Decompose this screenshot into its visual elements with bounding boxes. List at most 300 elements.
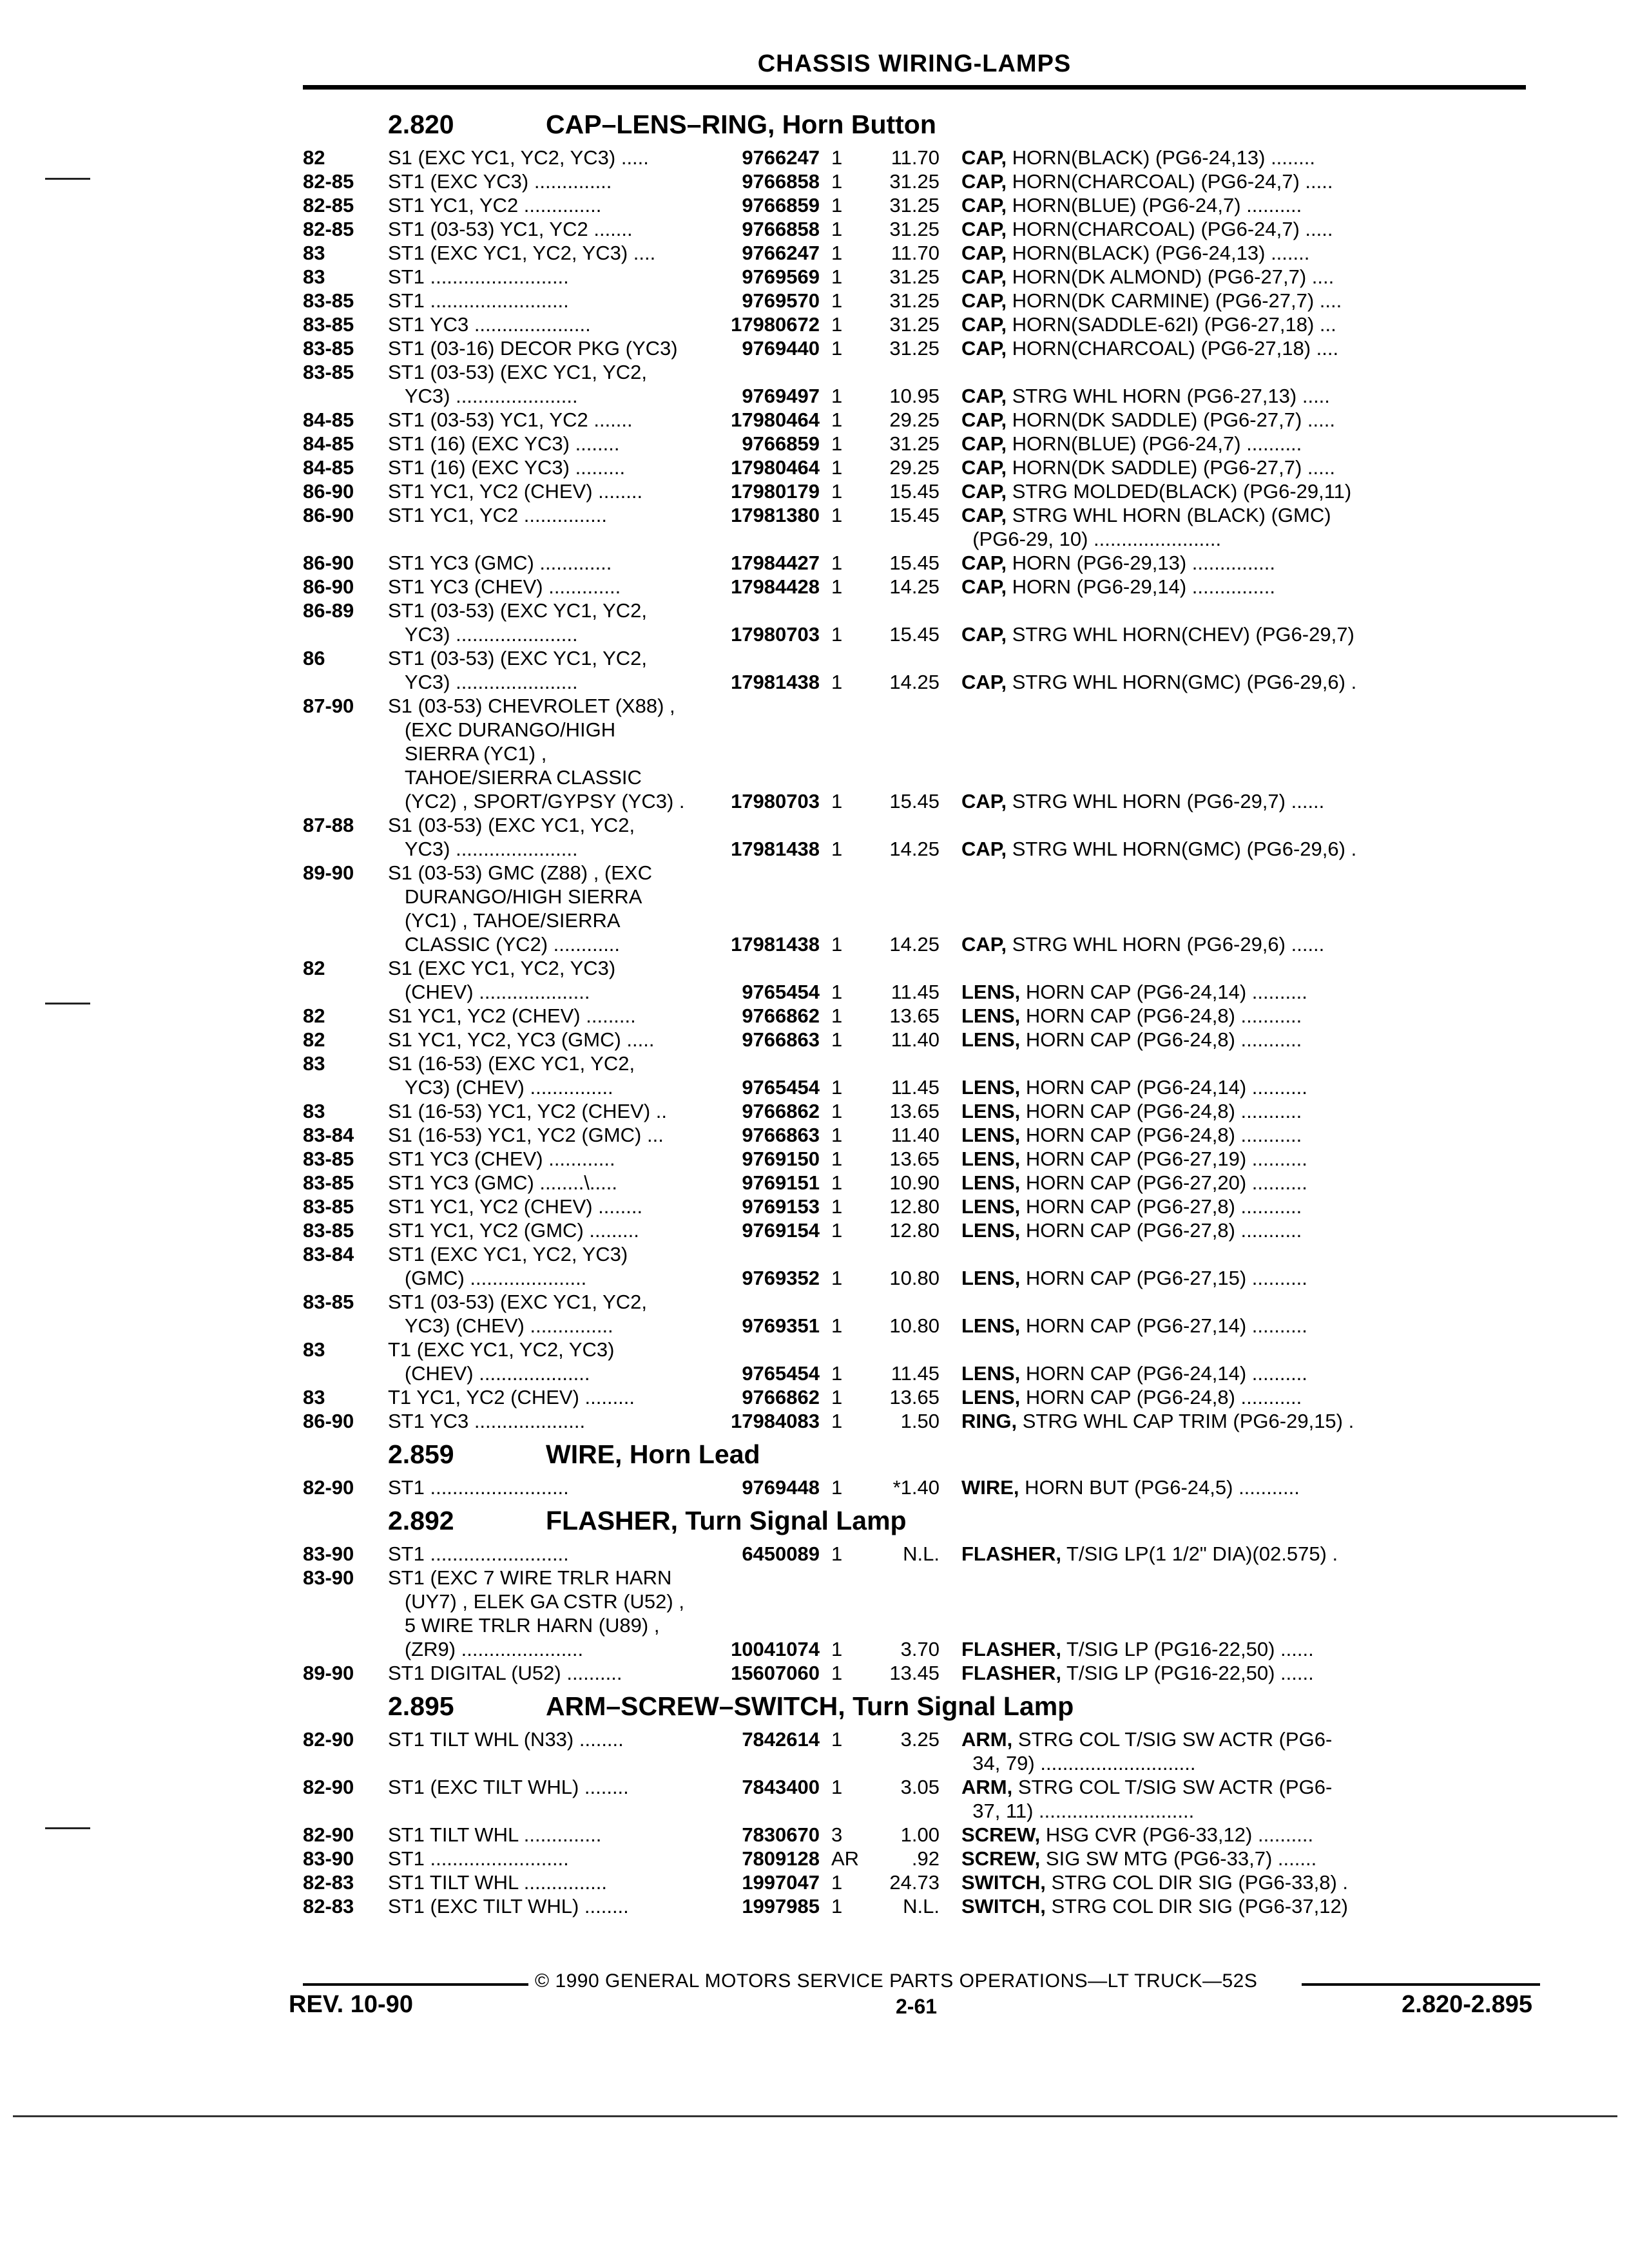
part-row: [303, 1361, 1540, 1385]
usage-description: (YC2) , SPORT/GYPSY (YC3) .: [388, 790, 685, 812]
part-name-noun: CAP,: [961, 838, 1007, 860]
model-years: [303, 1361, 388, 1385]
part-name: [940, 718, 1410, 742]
usage-description: ST1 YC1, YC2 (CHEV) ........: [388, 480, 643, 503]
quantity: 1: [831, 623, 843, 646]
part-number: [710, 1338, 820, 1361]
price: 15.45: [889, 552, 940, 574]
part-name: [940, 1637, 1410, 1661]
part-name-detail: HORN CAP (PG6-27,15) ..........: [1020, 1267, 1307, 1289]
part-name-noun: CAP,: [961, 933, 1007, 956]
part-row: [303, 908, 1540, 932]
quantity: 1: [831, 933, 843, 956]
usage-description: 5 WIRE TRLR HARN (U89) ,: [388, 1614, 660, 1637]
usage-description: ST1 YC1, YC2 ...............: [388, 504, 607, 526]
part-row: [303, 1590, 1540, 1613]
part-row: [303, 456, 1540, 479]
usage-description: ST1 TILT WHL (N33) ........: [388, 1728, 624, 1751]
part-row: [303, 1823, 1540, 1847]
part-name: [940, 1613, 1410, 1637]
parts-catalog: [303, 103, 1540, 1918]
usage-description: ST1 (EXC TILT WHL) ........: [388, 1895, 629, 1917]
part-number: 9769150: [742, 1148, 820, 1170]
part-row: [303, 1218, 1540, 1242]
part-name-noun: CAP,: [961, 432, 1007, 455]
quantity: [820, 1566, 870, 1590]
section-number: 2.820: [388, 110, 454, 139]
usage-description: [388, 527, 710, 551]
part-name-detail: HORN(DK ALMOND) (PG6-27,7) ....: [1007, 265, 1335, 288]
part-row: [303, 1004, 1540, 1028]
part-number: 9766247: [742, 242, 820, 264]
section-heading: [303, 1503, 1540, 1538]
model-years: 83-85: [303, 1291, 354, 1313]
part-name-detail: STRG WHL HORN(CHEV) (PG6-29,7): [1007, 623, 1354, 646]
usage-description: ST1 (EXC TILT WHL) ........: [388, 1776, 629, 1798]
part-name-noun: FLASHER,: [961, 1542, 1061, 1565]
quantity: 1: [831, 337, 843, 360]
usage-description: (CHEV) ....................: [388, 981, 590, 1003]
part-name: [940, 408, 1410, 432]
part-row: [303, 527, 1540, 551]
part-number: [710, 1799, 820, 1823]
usage-description: S1 (16-53) (EXC YC1, YC2,: [388, 1052, 635, 1075]
price: 12.80: [889, 1219, 940, 1242]
part-row: [303, 1409, 1540, 1433]
footer-rule-left: [303, 1983, 528, 1986]
part-name-noun: CAP,: [961, 385, 1007, 407]
part-name: [940, 1075, 1410, 1099]
model-years: [303, 885, 388, 908]
part-row: [303, 217, 1540, 241]
part-name-noun: CAP,: [961, 671, 1007, 693]
part-name-noun: LENS,: [961, 1219, 1021, 1242]
part-number: 9766862: [742, 1100, 820, 1122]
part-name: [940, 742, 1410, 765]
usage-description: (UY7) , ELEK GA CSTR (U52) ,: [388, 1590, 684, 1613]
price: 3.70: [900, 1638, 940, 1660]
price: [870, 694, 940, 718]
quantity: [820, 742, 870, 765]
model-years: 82-85: [303, 194, 354, 216]
part-row: [303, 885, 1540, 908]
part-row: [303, 1338, 1540, 1361]
model-years: 84-85: [303, 432, 354, 455]
quantity: 1: [831, 1728, 843, 1751]
price: 14.25: [889, 933, 940, 956]
model-years: 84-85: [303, 456, 354, 479]
model-years: [303, 789, 388, 813]
usage-description: ST1 (EXC YC1, YC2, YC3): [388, 1243, 628, 1265]
part-name: [940, 360, 1410, 384]
part-name: [940, 1314, 1410, 1338]
usage-description: ST1 TILT WHL ...............: [388, 1871, 607, 1894]
usage-description: T1 (EXC YC1, YC2, YC3): [388, 1338, 615, 1361]
part-name-noun: CAP,: [961, 146, 1007, 169]
part-number: 9766859: [742, 432, 820, 455]
price: [870, 885, 940, 908]
part-name: [940, 670, 1410, 694]
part-row: [303, 1847, 1540, 1870]
part-name: [940, 1266, 1410, 1290]
part-name: [940, 1870, 1410, 1894]
part-name: [940, 1123, 1410, 1147]
usage-description: S1 YC1, YC2 (CHEV) .........: [388, 1004, 636, 1027]
price: 1.50: [900, 1410, 940, 1432]
part-number: 17980703: [731, 623, 820, 646]
part-row: [303, 646, 1540, 670]
price: [870, 861, 940, 885]
quantity: 1: [831, 504, 843, 526]
part-row: [303, 861, 1540, 885]
quantity: 1: [831, 1314, 843, 1337]
part-number: [710, 694, 820, 718]
quantity: [820, 765, 870, 789]
part-number: 9766858: [742, 170, 820, 193]
model-years: 89-90: [303, 1662, 354, 1684]
part-name-detail: STRG MOLDED(BLACK) (PG6-29,11): [1007, 480, 1352, 503]
price: 31.25: [889, 289, 940, 312]
part-name-detail: STRG WHL HORN (BLACK) (GMC): [1007, 504, 1331, 526]
price: [870, 956, 940, 980]
usage-description: ST1 YC3 (GMC) ........\.....: [388, 1171, 617, 1194]
price: [870, 1052, 940, 1075]
part-row: [303, 1195, 1540, 1218]
part-number: 9769151: [742, 1171, 820, 1194]
quantity: 1: [831, 1476, 843, 1499]
usage-description: YC3) (CHEV) ...............: [388, 1076, 613, 1099]
model-years: 82-85: [303, 170, 354, 193]
part-row: [303, 765, 1540, 789]
part-name-detail: STRG WHL HORN(GMC) (PG6-29,6) .: [1007, 671, 1357, 693]
part-name-noun: CAP,: [961, 194, 1007, 216]
part-row: [303, 1775, 1540, 1799]
quantity: [820, 527, 870, 551]
price: 14.25: [889, 575, 940, 598]
part-name-detail: SIG SW MTG (PG6-33,7) .......: [1040, 1847, 1317, 1870]
part-row: [303, 1099, 1540, 1123]
part-name: [940, 551, 1410, 575]
scan-mark: [45, 178, 90, 180]
price: 15.45: [889, 790, 940, 812]
price: 11.70: [891, 242, 940, 264]
part-name-detail: HORN(BLACK) (PG6-24,13) ........: [1007, 146, 1315, 169]
part-number: 9769352: [742, 1267, 820, 1289]
usage-description: ST1 (03-53) YC1, YC2 .......: [388, 408, 633, 431]
part-name-detail: HORN CAP (PG6-24,14) ..........: [1020, 981, 1307, 1003]
price: 3.25: [900, 1728, 940, 1751]
model-years: [303, 932, 388, 956]
model-years: 83: [303, 242, 325, 264]
part-number: 9769351: [742, 1314, 820, 1337]
quantity: [820, 360, 870, 384]
quantity: 1: [831, 790, 843, 812]
part-number: 9769440: [742, 337, 820, 360]
part-name: [940, 1409, 1410, 1433]
usage-description: ST1 (EXC YC1, YC2, YC3) ....: [388, 242, 656, 264]
price: [870, 360, 940, 384]
model-years: [303, 1590, 388, 1613]
usage-description: [388, 1751, 710, 1775]
part-name-noun: CAP,: [961, 265, 1007, 288]
part-number: 10041074: [731, 1638, 820, 1660]
quantity: 1: [831, 1638, 843, 1660]
part-name: [940, 813, 1410, 837]
part-number: 17981438: [731, 933, 820, 956]
price: 31.25: [889, 218, 940, 240]
usage-description: YC3) (CHEV) ...............: [388, 1314, 613, 1337]
quantity: 1: [831, 1171, 843, 1194]
quantity: 1: [831, 242, 843, 264]
part-number: [710, 813, 820, 837]
quantity: 1: [831, 1148, 843, 1170]
model-years: [303, 765, 388, 789]
part-row: [303, 336, 1540, 360]
usage-description: ST1 YC1, YC2 (GMC) .........: [388, 1219, 639, 1242]
model-years: 86-90: [303, 480, 354, 503]
price: 1.00: [900, 1823, 940, 1846]
part-name: [940, 456, 1410, 479]
part-name-detail: STRG COL T/SIG SW ACTR (PG6-: [1012, 1776, 1333, 1798]
quantity: 1: [831, 480, 843, 503]
part-row: [303, 146, 1540, 169]
part-name: [940, 217, 1410, 241]
part-name: [940, 622, 1410, 646]
part-row: [303, 980, 1540, 1004]
part-row: [303, 1727, 1540, 1751]
price: 29.25: [889, 456, 940, 479]
footer-rule-right: [1302, 1983, 1540, 1986]
price: [870, 765, 940, 789]
part-name-noun: LENS,: [961, 1171, 1021, 1194]
part-number: [710, 1566, 820, 1590]
part-name-detail: HORN (PG6-29,13) ...............: [1007, 552, 1275, 574]
part-row: [303, 742, 1540, 765]
part-name: [940, 146, 1410, 169]
page-title: CHASSIS WIRING-LAMPS: [757, 50, 1072, 77]
model-years: 87-88: [303, 814, 354, 836]
quantity: 1: [831, 170, 843, 193]
part-name: [940, 1542, 1410, 1566]
usage-description: S1 (03-53) GMC (Z88) , (EXC: [388, 861, 652, 884]
section-number: 2.895: [388, 1691, 454, 1721]
part-row: [303, 1894, 1540, 1918]
part-name-noun: LENS,: [961, 1386, 1021, 1408]
quantity: 1: [831, 432, 843, 455]
usage-description: ST1 .........................: [388, 1476, 569, 1499]
price: [870, 1590, 940, 1613]
part-name-detail: HORN CAP (PG6-27,8) ...........: [1020, 1219, 1302, 1242]
part-name-detail: STRG WHL HORN(GMC) (PG6-29,6) .: [1007, 838, 1357, 860]
price: [870, 1242, 940, 1266]
quantity: 1: [831, 1267, 843, 1289]
price: N.L.: [903, 1895, 940, 1917]
quantity: 1: [831, 194, 843, 216]
part-name-noun: LENS,: [961, 1267, 1021, 1289]
part-name-noun: CAP,: [961, 170, 1007, 193]
part-name: [940, 1566, 1410, 1590]
part-name: [940, 646, 1410, 670]
part-name-detail: HORN(DK CARMINE) (PG6-27,7) ....: [1007, 289, 1342, 312]
part-number: 9765454: [742, 1076, 820, 1099]
usage-description: S1 (03-53) CHEVROLET (X88) ,: [388, 695, 675, 717]
part-name-noun: WIRE,: [961, 1476, 1019, 1499]
model-years: [303, 1637, 388, 1661]
part-name-noun: CAP,: [961, 242, 1007, 264]
part-name-detail: HORN(CHARCOAL) (PG6-24,7) .....: [1007, 170, 1333, 193]
scan-mark: [45, 1003, 90, 1004]
part-number: 17981438: [731, 838, 820, 860]
usage-description: ST1 YC3 .....................: [388, 313, 591, 336]
part-number: 17980179: [731, 480, 820, 503]
part-name: [940, 1171, 1410, 1195]
part-name: [940, 432, 1410, 456]
part-name-detail: 37, 11) ............................: [961, 1800, 1195, 1822]
quantity: [820, 599, 870, 622]
part-number: [710, 1751, 820, 1775]
part-row: [303, 1028, 1540, 1052]
part-name-detail: HORN(CHARCOAL) (PG6-24,7) .....: [1007, 218, 1333, 240]
part-number: 9766862: [742, 1386, 820, 1408]
part-name-noun: CAP,: [961, 790, 1007, 812]
price: 11.45: [891, 1362, 940, 1385]
part-row: [303, 289, 1540, 312]
part-row: [303, 694, 1540, 718]
price: [870, 599, 940, 622]
usage-description: [388, 1799, 710, 1823]
part-name-detail: 34, 79) ............................: [961, 1752, 1196, 1774]
model-years: 83-85: [303, 337, 354, 360]
part-number: 17984083: [731, 1410, 820, 1432]
usage-description: ST1 .........................: [388, 1542, 569, 1565]
part-name: [940, 980, 1410, 1004]
footer-revision: REV. 10-90: [289, 1991, 413, 2018]
model-years: [303, 1075, 388, 1099]
price: 14.25: [889, 671, 940, 693]
quantity: 1: [831, 1219, 843, 1242]
part-row: [303, 1661, 1540, 1685]
quantity: [820, 1052, 870, 1075]
part-name: [940, 1751, 1410, 1775]
part-name: [940, 1218, 1410, 1242]
quantity: AR: [831, 1847, 860, 1870]
part-number: 9769569: [742, 265, 820, 288]
quantity: 1: [831, 1004, 843, 1027]
price: 31.25: [889, 313, 940, 336]
quantity: [820, 694, 870, 718]
price: 13.65: [889, 1100, 940, 1122]
quantity: 1: [831, 838, 843, 860]
part-name-detail: HORN(BLACK) (PG6-24,13) .......: [1007, 242, 1310, 264]
part-name-noun: FLASHER,: [961, 1662, 1061, 1684]
part-name-detail: HSG CVR (PG6-33,12) ..........: [1040, 1823, 1314, 1846]
part-name: [940, 1590, 1410, 1613]
part-row: [303, 1290, 1540, 1314]
section-title: ARM–SCREW–SWITCH, Turn Signal Lamp: [546, 1691, 1074, 1721]
usage-description: SIERRA (YC1) ,: [388, 742, 547, 765]
part-name-detail: HORN CAP (PG6-27,8) ...........: [1020, 1195, 1302, 1218]
part-number: [710, 861, 820, 885]
part-name: [940, 169, 1410, 193]
price: 31.25: [889, 337, 940, 360]
part-name: [940, 956, 1410, 980]
part-name-noun: LENS,: [961, 1314, 1021, 1337]
part-row: [303, 789, 1540, 813]
usage-description: ST1 (03-16) DECOR PKG (YC3): [388, 337, 678, 360]
model-years: 83-85: [303, 361, 354, 383]
model-years: [303, 980, 388, 1004]
part-name-detail: HORN CAP (PG6-24,14) ..........: [1020, 1076, 1307, 1099]
part-name: [940, 1338, 1410, 1361]
usage-description: DURANGO/HIGH SIERRA: [388, 885, 642, 908]
usage-description: (GMC) .....................: [388, 1267, 587, 1289]
usage-description: ST1 YC3 ....................: [388, 1410, 586, 1432]
quantity: 1: [831, 1028, 843, 1051]
footer-copyright: © 1990 GENERAL MOTORS SERVICE PARTS OPERATIONS—LT TRUCK—52S: [535, 1970, 1258, 1992]
part-name: [940, 241, 1410, 265]
usage-description: YC3) ......................: [388, 623, 578, 646]
part-row: [303, 1566, 1540, 1590]
quantity: 1: [831, 1100, 843, 1122]
usage-description: ST1 (EXC 7 WIRE TRLR HARN: [388, 1566, 672, 1589]
part-name: [940, 1290, 1410, 1314]
usage-description: YC3) ......................: [388, 671, 578, 693]
model-years: 82-85: [303, 218, 354, 240]
quantity: 1: [831, 265, 843, 288]
part-name: [940, 575, 1410, 599]
quantity: [820, 718, 870, 742]
part-row: [303, 956, 1540, 980]
price: 31.25: [889, 194, 940, 216]
price: 13.45: [889, 1662, 940, 1684]
part-row: [303, 193, 1540, 217]
part-name: [940, 932, 1410, 956]
model-years: [303, 670, 388, 694]
part-name: [940, 1823, 1410, 1847]
part-name-noun: SWITCH,: [961, 1895, 1046, 1917]
price: .92: [911, 1847, 940, 1870]
usage-description: ST1 DIGITAL (U52) ..........: [388, 1662, 622, 1684]
part-number: [710, 1052, 820, 1075]
part-name-detail: HORN(DK SADDLE) (PG6-27,7) .....: [1007, 408, 1335, 431]
part-name-detail: HORN(BLUE) (PG6-24,7) ..........: [1007, 432, 1302, 455]
part-name-detail: STRG COL DIR SIG (PG6-37,12): [1045, 1895, 1349, 1917]
usage-description: CLASSIC (YC2) ............: [388, 933, 621, 956]
model-years: 83: [303, 1338, 325, 1361]
section-number: 2.859: [388, 1439, 454, 1469]
part-name-detail: HORN CAP (PG6-27,19) ..........: [1020, 1148, 1307, 1170]
part-name: [940, 265, 1410, 289]
price: 11.40: [891, 1028, 940, 1051]
model-years: [303, 908, 388, 932]
usage-description: S1 YC1, YC2, YC3 (GMC) .....: [388, 1028, 655, 1051]
part-number: 17984428: [731, 575, 820, 598]
part-number: [710, 527, 820, 551]
usage-description: ST1 YC3 (GMC) .............: [388, 552, 612, 574]
part-name: [940, 312, 1410, 336]
quantity: 1: [831, 1386, 843, 1408]
part-name-detail: HORN CAP (PG6-24,8) ...........: [1020, 1100, 1302, 1122]
part-name-noun: ARM,: [961, 1776, 1013, 1798]
part-name: [940, 1894, 1410, 1918]
price: 11.45: [891, 981, 940, 1003]
price: 31.25: [889, 170, 940, 193]
part-number: 9769448: [742, 1476, 820, 1499]
part-number: 9769497: [742, 385, 820, 407]
part-name-detail: T/SIG LP (PG16-22,50) ......: [1061, 1638, 1314, 1660]
part-row: [303, 1475, 1540, 1499]
price: 11.70: [891, 146, 940, 169]
